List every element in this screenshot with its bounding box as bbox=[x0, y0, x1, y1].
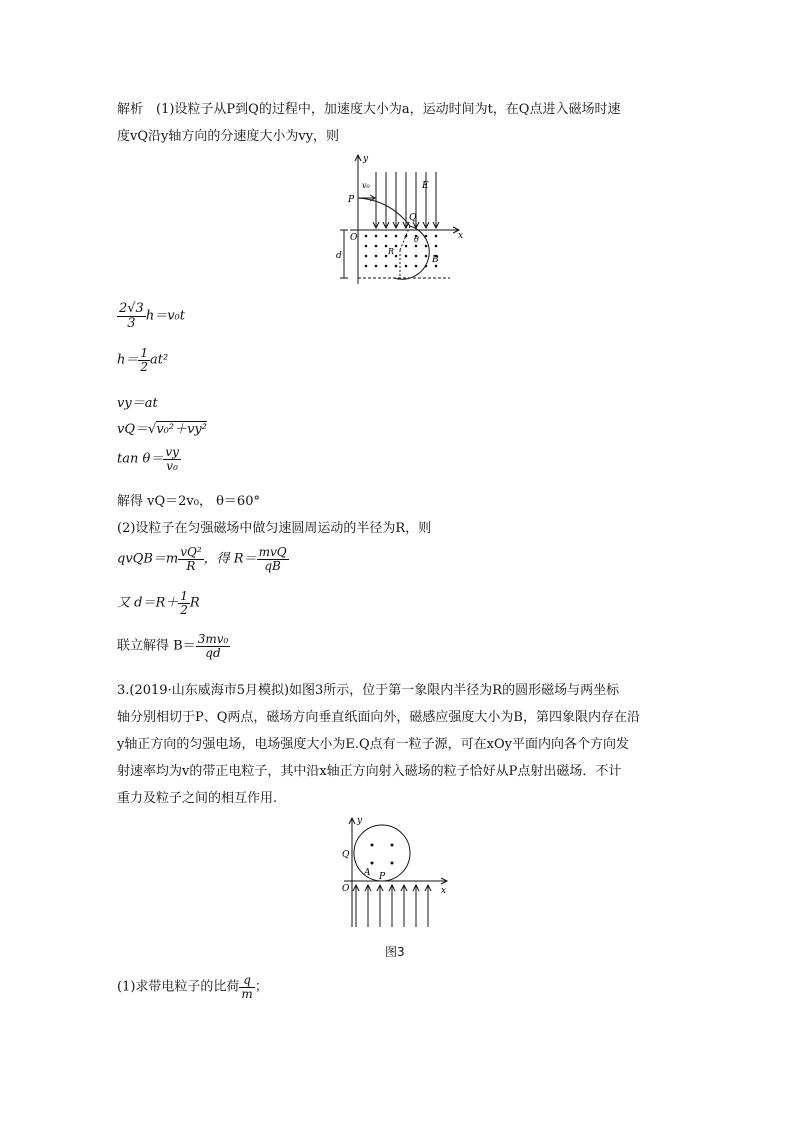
circular-trajectory bbox=[394, 226, 429, 279]
eq9-numerator: 3mv₀ bbox=[197, 632, 229, 646]
solution-line-2: 度vQ沿y轴方向的分速度大小为vy，则 bbox=[117, 129, 340, 144]
eq7-denominator: R bbox=[186, 558, 196, 573]
eq9-left: 联立解得 B＝ bbox=[117, 638, 196, 654]
solution-line-1: 解析 (1)设粒子从P到Q的过程中，加速度大小为a，运动时间为t，在Q点进入磁场时速 bbox=[117, 102, 621, 117]
fig-point-q-label: Q bbox=[409, 213, 417, 223]
fig-b-label: B bbox=[432, 255, 439, 265]
eq8-denominator: 2 bbox=[180, 602, 188, 617]
equation-3: vy＝at bbox=[117, 396, 158, 411]
eq5-numerator: vy bbox=[165, 445, 179, 459]
equation-1 bbox=[117, 302, 185, 330]
equation-5 bbox=[117, 446, 181, 472]
fig3-axis-x-label: x bbox=[441, 886, 447, 896]
eq7-numerator-2: mvQ bbox=[258, 545, 287, 559]
fig-point-p-label: P bbox=[348, 195, 355, 205]
fig-v0-label: v₀ bbox=[362, 181, 370, 190]
question-1-text: (1)求带电粒子的比荷 bbox=[117, 979, 240, 995]
fig3-axis-y-label: y bbox=[357, 816, 363, 826]
equation-6: 解得 vQ＝2v₀， θ＝60° bbox=[117, 494, 260, 509]
fig-r-label: R bbox=[388, 247, 395, 256]
parabola-trajectory bbox=[358, 198, 410, 226]
eq5-left: tan θ＝ bbox=[117, 451, 164, 467]
electric-field-lines bbox=[373, 172, 439, 228]
fig3-point-p-label: P bbox=[379, 872, 386, 882]
equation-7 bbox=[117, 546, 289, 572]
eq8-left: 又 d＝R＋ bbox=[117, 595, 179, 611]
equation-8 bbox=[117, 590, 200, 616]
eq2-rest: at² bbox=[150, 352, 169, 368]
figure-3-caption: 图3 bbox=[385, 945, 405, 959]
eq1-denominator: 3 bbox=[127, 315, 136, 331]
problem-3-line-1: 3.(2019·山东威海市5月模拟)如图3所示，位于第一象限内半径为R的圆形磁场与两坐标 bbox=[117, 683, 620, 698]
eq7-denominator-2: qB bbox=[264, 558, 281, 573]
eq2-denominator: 2 bbox=[140, 359, 149, 374]
figure-3-field-lines bbox=[353, 885, 431, 927]
fig-theta-label: θ bbox=[414, 235, 419, 244]
equation-4: vQ＝√v₀²＋vy² bbox=[117, 422, 207, 437]
figure-3 bbox=[334, 815, 454, 935]
fig3-origin-label: O bbox=[342, 884, 350, 894]
eq8-rest: R bbox=[189, 595, 200, 611]
eq4-left: vQ＝ bbox=[117, 422, 149, 437]
eq1-numerator: 2√3 bbox=[119, 301, 144, 316]
eq5-denominator: v₀ bbox=[166, 458, 178, 473]
eq9-denominator: qd bbox=[205, 645, 221, 660]
solution-figure bbox=[330, 150, 470, 290]
fig-d-label: d bbox=[336, 251, 342, 261]
eq7-left: qvQB＝m bbox=[117, 551, 179, 567]
equation-9 bbox=[117, 633, 230, 659]
eq7-mid: ，得 R＝ bbox=[203, 551, 257, 567]
eq2-numerator: 1 bbox=[140, 346, 149, 360]
problem-3-line-5: 重力及粒子之间的相互作用. bbox=[117, 791, 278, 806]
fig-axis-x-label: x bbox=[458, 231, 464, 241]
eq1-rest: h＝v₀t bbox=[145, 308, 185, 324]
question-1-end: ； bbox=[254, 979, 268, 995]
solution-part-2: (2)设粒子在匀强磁场中做匀速圆周运动的半径为R，则 bbox=[117, 521, 432, 536]
fig-origin-label: O bbox=[350, 233, 358, 243]
fig3-point-a-label: A bbox=[364, 868, 371, 878]
figure-3-field-dots bbox=[371, 844, 394, 865]
eq8-numerator: 1 bbox=[180, 589, 188, 603]
fig3-point-q-label: Q bbox=[342, 850, 350, 860]
problem-3-line-2: 轴分别相切于P、Q两点，磁场方向垂直纸面向外，磁感应强度大小为B，第四象限内存在沿 bbox=[117, 710, 640, 725]
fig-axis-y-label: y bbox=[363, 154, 369, 164]
eq4-radicand: v₀²＋vy² bbox=[156, 422, 207, 437]
question-1-denominator: m bbox=[241, 986, 253, 1001]
fig-e-label: E bbox=[422, 181, 429, 191]
eq7-numerator: vQ² bbox=[180, 545, 202, 559]
problem-3-line-4: 射速率均为v的带正电粒子，其中沿x轴正方向射入磁场的粒子恰好从P点射出磁场．不计 bbox=[117, 764, 622, 779]
question-1 bbox=[117, 974, 268, 1000]
question-1-numerator: q bbox=[239, 974, 254, 988]
problem-3-line-3: y轴正方向的匀强电场，电场强度大小为E.Q点有一粒子源，可在xOy平面内向各个方向发 bbox=[117, 737, 629, 752]
eq2-left: h＝ bbox=[117, 352, 139, 368]
equation-2 bbox=[117, 347, 168, 373]
